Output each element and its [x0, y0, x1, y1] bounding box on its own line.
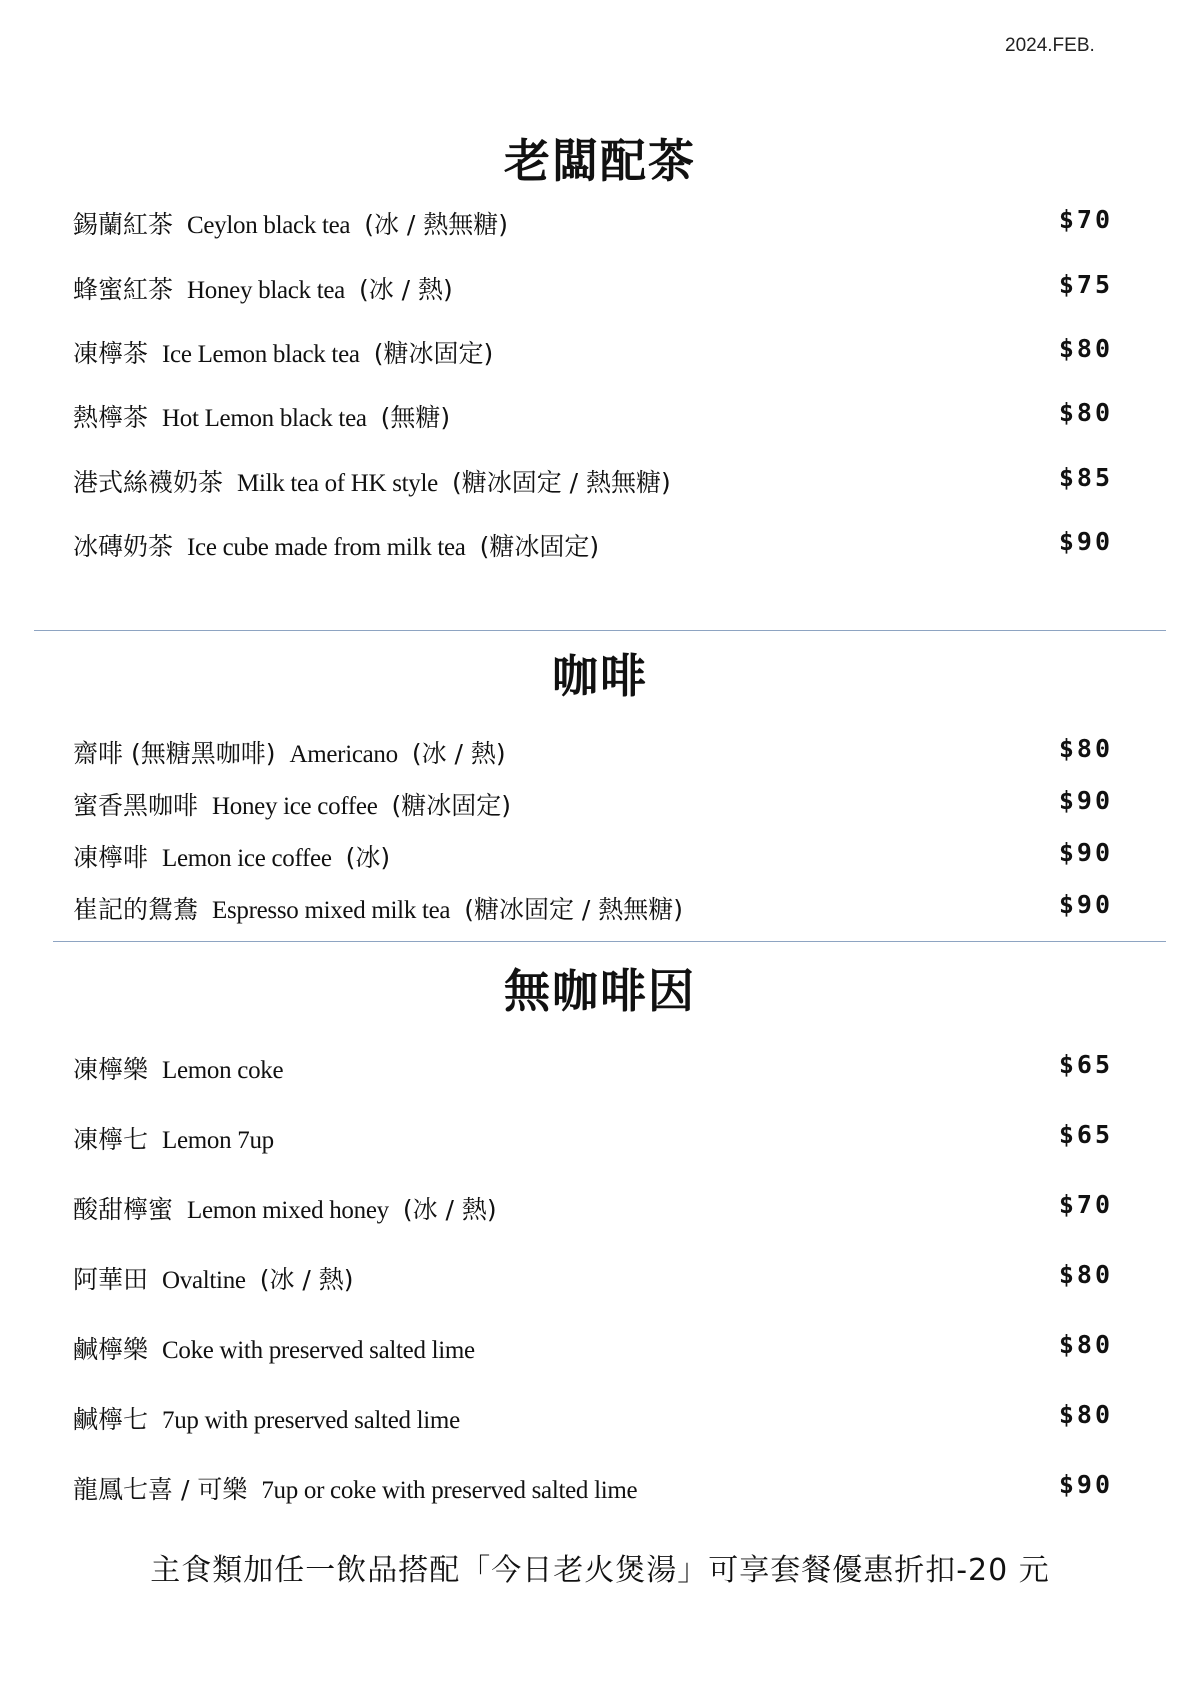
- item-note: (糖冰固定 / 熱無糖): [451, 468, 671, 497]
- section-title-tea: 老闆配茶: [504, 134, 696, 188]
- item-name-zh: 龍鳳七喜 / 可樂: [73, 1475, 248, 1504]
- item-name-en: Hot Lemon black tea: [162, 405, 367, 432]
- item-note: (糖冰固定): [391, 791, 512, 820]
- item-note: (冰): [345, 843, 391, 872]
- item-name-zh: 凍檸樂: [73, 1055, 149, 1084]
- item-price: $70: [1058, 205, 1113, 234]
- item-price: $90: [1058, 1470, 1113, 1499]
- item-note: (冰 / 熱): [411, 739, 506, 768]
- menu-item: [73, 205, 1113, 245]
- item-name-en: Ice cube made from milk tea: [187, 534, 466, 561]
- item-note: (糖冰固定): [479, 532, 600, 561]
- item-note: (冰 / 熱): [259, 1265, 354, 1294]
- item-price: $80: [1058, 1330, 1113, 1359]
- item-name-zh: 齋啡 (無糖黑咖啡): [73, 739, 276, 768]
- item-name-en: Lemon ice coffee: [162, 845, 332, 872]
- item-note: (冰 / 熱無糖): [364, 210, 509, 239]
- item-name-en: Americano: [289, 741, 398, 768]
- item-name-zh: 酸甜檸蜜: [73, 1195, 174, 1224]
- item-name-zh: 凍檸茶: [73, 339, 149, 368]
- item-name-zh: 熱檸茶: [73, 403, 149, 432]
- item-name-en: Ovaltine: [162, 1267, 246, 1294]
- menu-item: [73, 1470, 1113, 1510]
- menu-item: [73, 463, 1113, 503]
- menu-item: [73, 270, 1113, 310]
- item-name-en: Lemon mixed honey: [187, 1197, 389, 1224]
- item-name-en: 7up or coke with preserved salted lime: [261, 1477, 638, 1504]
- set-meal-promo-note: 主食類加任一飲品搭配「今日老火煲湯」可享套餐優惠折扣-20 元: [150, 1553, 1050, 1588]
- menu-item: [73, 1400, 1113, 1440]
- item-name-en: Ceylon black tea: [187, 212, 351, 239]
- menu-item: [73, 1120, 1113, 1160]
- item-price: $90: [1058, 786, 1113, 815]
- menu-item: [73, 786, 1113, 826]
- menu-date: 2024.FEB.: [1005, 35, 1095, 56]
- item-price: $90: [1058, 527, 1113, 556]
- item-note: (冰 / 熱): [358, 275, 453, 304]
- menu-item: [73, 527, 1113, 567]
- item-note: (無糖): [380, 403, 451, 432]
- menu-item: [73, 1050, 1113, 1090]
- item-price: $65: [1058, 1050, 1113, 1079]
- item-price: $75: [1058, 270, 1113, 299]
- menu-item: [73, 1190, 1113, 1230]
- menu-item: [73, 1260, 1113, 1300]
- item-name-en: Espresso mixed milk tea: [212, 897, 451, 924]
- item-name-en: Honey black tea: [187, 277, 345, 304]
- item-name-zh: 冰磚奶茶: [73, 532, 174, 561]
- item-price: $80: [1058, 1400, 1113, 1429]
- item-price: $80: [1058, 398, 1113, 427]
- item-name-zh: 阿華田: [73, 1265, 149, 1294]
- item-name-zh: 港式絲襪奶茶: [73, 468, 224, 497]
- item-name-en: Lemon coke: [162, 1057, 284, 1084]
- item-name-en: Lemon 7up: [162, 1127, 274, 1154]
- menu-item: [73, 398, 1113, 438]
- item-name-en: Coke with preserved salted lime: [162, 1337, 475, 1364]
- item-name-zh: 錫蘭紅茶: [73, 210, 174, 239]
- item-note: (糖冰固定): [373, 339, 494, 368]
- menu-item: [73, 890, 1113, 930]
- item-name-en: Honey ice coffee: [212, 793, 378, 820]
- section-divider: [34, 630, 1166, 631]
- menu-item: [73, 734, 1113, 774]
- item-price: $90: [1058, 890, 1113, 919]
- item-name-en: Milk tea of HK style: [237, 470, 438, 497]
- item-price: $80: [1058, 734, 1113, 763]
- item-name-zh: 鹹檸七: [73, 1405, 149, 1434]
- item-name-zh: 鹹檸樂: [73, 1335, 149, 1364]
- section-title-caffeine-free: 無咖啡因: [504, 964, 696, 1018]
- item-name-zh: 凍檸七: [73, 1125, 149, 1154]
- item-price: $80: [1058, 1260, 1113, 1289]
- item-price: $90: [1058, 838, 1113, 867]
- item-name-en: 7up with preserved salted lime: [162, 1407, 460, 1434]
- item-price: $70: [1058, 1190, 1113, 1219]
- item-price: $65: [1058, 1120, 1113, 1149]
- item-note: (冰 / 熱): [402, 1195, 497, 1224]
- menu-item: [73, 1330, 1113, 1370]
- item-name-zh: 凍檸啡: [73, 843, 149, 872]
- item-name-zh: 蜜香黑咖啡: [73, 791, 199, 820]
- item-name-en: Ice Lemon black tea: [162, 341, 360, 368]
- section-title-coffee: 咖啡: [552, 649, 648, 703]
- item-price: $85: [1058, 463, 1113, 492]
- item-price: $80: [1058, 334, 1113, 363]
- section-divider: [53, 941, 1166, 942]
- item-name-zh: 蜂蜜紅茶: [73, 275, 174, 304]
- menu-item: [73, 838, 1113, 878]
- item-name-zh: 崔記的鴛鴦: [73, 895, 199, 924]
- item-note: (糖冰固定 / 熱無糖): [464, 895, 684, 924]
- menu-item: [73, 334, 1113, 374]
